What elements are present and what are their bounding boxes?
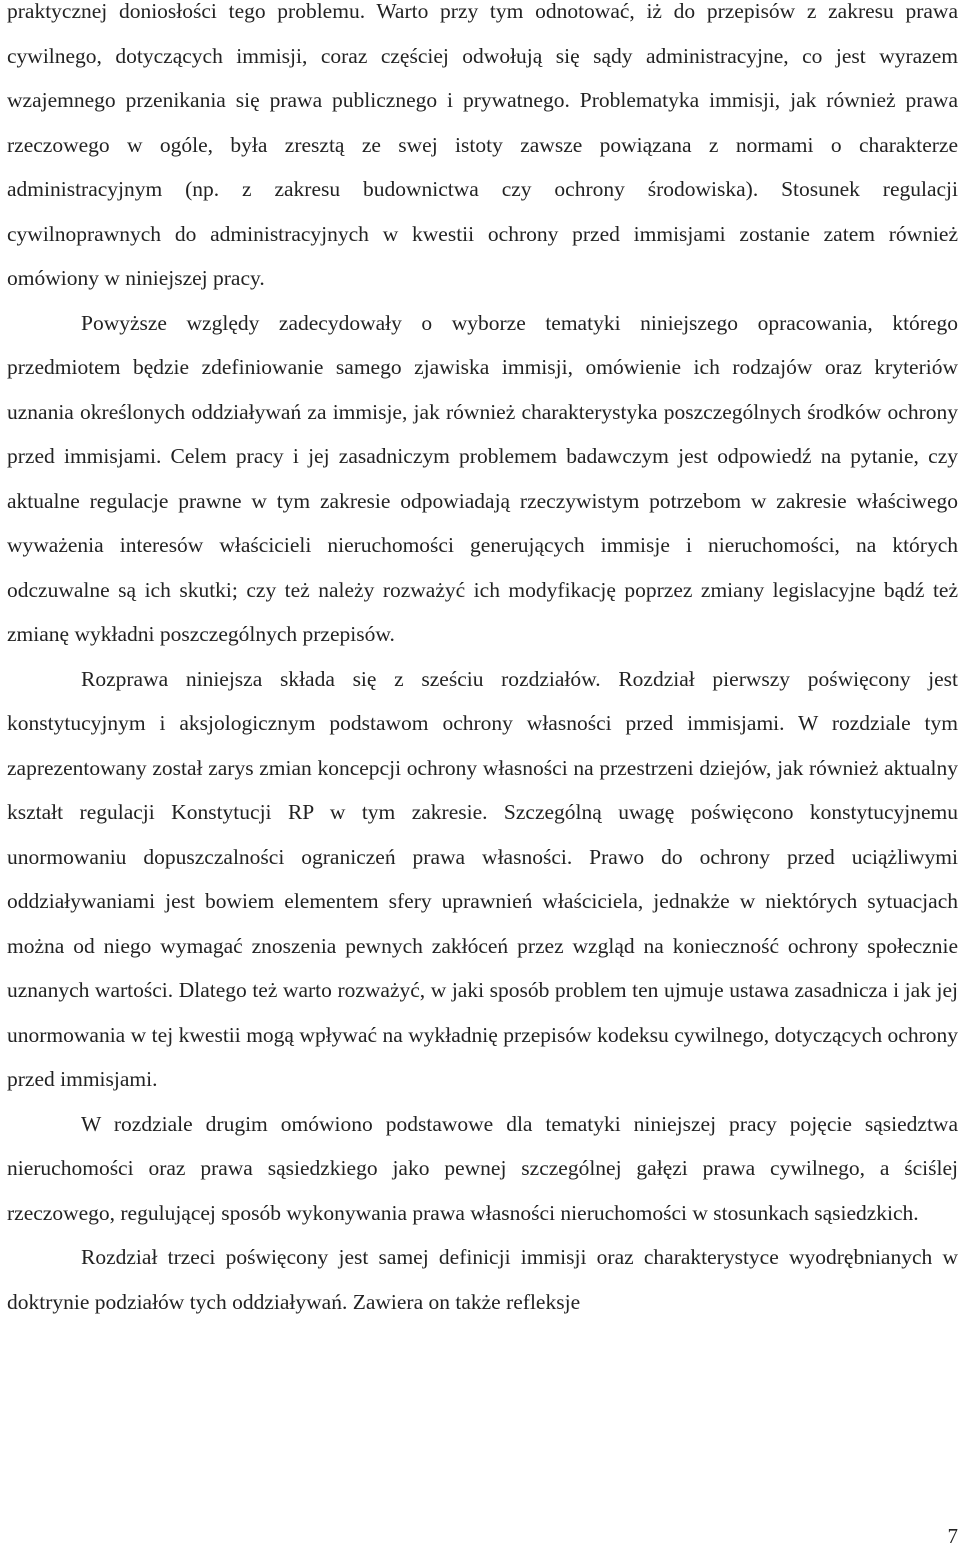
paragraph-topic-choice: Powyższe względy zadecydowały o wyborze tematyki niniejszego opracowania, którego przedmiotem będzie zdefiniowanie samego zjawiska immisji, omówienie ich rodzajów oraz kryteriów uznania określonych oddziaływań za immisje, jak również charakterystyka poszczególnych środków ochrony przed immisjami. Celem pracy i jej zasadniczym problemem badawczym jest odpowiedź na pytanie, czy aktualne regulacje prawne w tym zakresie odpowiadają rzeczywistym potrzebom w zakresie właściwego wyważenia interesów właścicieli nieruchomości generujących immisje i nieruchomości, na których odczuwalne są ich skutki; czy też należy rozważyć ich modyfikację poprzez zmiany legislacyjne bądź też zmianę wykładni poszczególnych przepisów. xyxy=(7,310,958,646)
paragraph-chapter-two: W rozdziale drugim omówiono podstawowe dla tematyki niniejszej pracy pojęcie sąsiedztwa nieruchomości oraz prawa sąsiedzkiego jako pewnej szczególnej gałęzi prawa cywilnego, a ściślej rzeczowego, regulującej sposób wykonywania prawa własności nieruchomości w stosunkach sąsiedzkich. xyxy=(7,1111,958,1225)
body-text xyxy=(7,0,958,1324)
paragraph-chapter-three: Rozdział trzeci poświęcony jest samej definicji immisji oraz charakterystyce wyodrębnianych w doktrynie podziałów tych oddziaływań. Zawiera on także refleksje xyxy=(7,1245,958,1314)
page-number: 7 xyxy=(947,1524,958,1548)
paragraph-chapter-one: Rozprawa niniejsza składa się z sześciu rozdziałów. Rozdział pierwszy poświęcony jest konstytucyjnym i aksjologicznym podstawom ochrony własności przed immisjami. W rozdziale tym zaprezentowany został zarys zmian koncepcji ochrony własności na przestrzeni dziejów, jak również aktualny kształt regulacji Konstytucji RP w tym zakresie. Szczególną uwagę poświęcono konstytucyjnemu unormowaniu dopuszczalności ograniczeń prawa własności. Prawo do ochrony przed uciążliwymi oddziaływaniami jest bowiem elementem sfery uprawnień właściciela, jednakże w niektórych sytuacjach można od niego wymagać znoszenia pewnych zakłóceń przez wzgląd na konieczność ochrony społecznie uznanych wartości. Dlatego też warto rozważyć, w jaki sposób problem ten ujmuje ustawa zasadnicza i jak jej unormowania w tej kwestii mogą wpływać na wykładnię przepisów kodeksu cywilnego, dotyczących ochrony przed immisjami. xyxy=(7,666,958,1091)
paragraph-continuation: praktycznej doniosłości tego problemu. Warto przy tym odnotować, iż do przepisów z zakresu prawa cywilnego, dotyczących immisji, coraz częściej odwołują się sądy administracyjne, co jest wyrazem wzajemnego przenikania się prawa publicznego i prywatnego. Problematyka immisji, jak również prawa rzeczowego w ogóle, była zresztą ze swej istoty zawsze powiązana z normami o charakterze administracyjnym (np. z zakresu budownictwa czy ochrony środowiska). Stosunek regulacji cywilnoprawnych do administracyjnych w kwestii ochrony przed immisjami zostanie zatem również omówiony w niniejszej pracy. xyxy=(7,0,958,290)
